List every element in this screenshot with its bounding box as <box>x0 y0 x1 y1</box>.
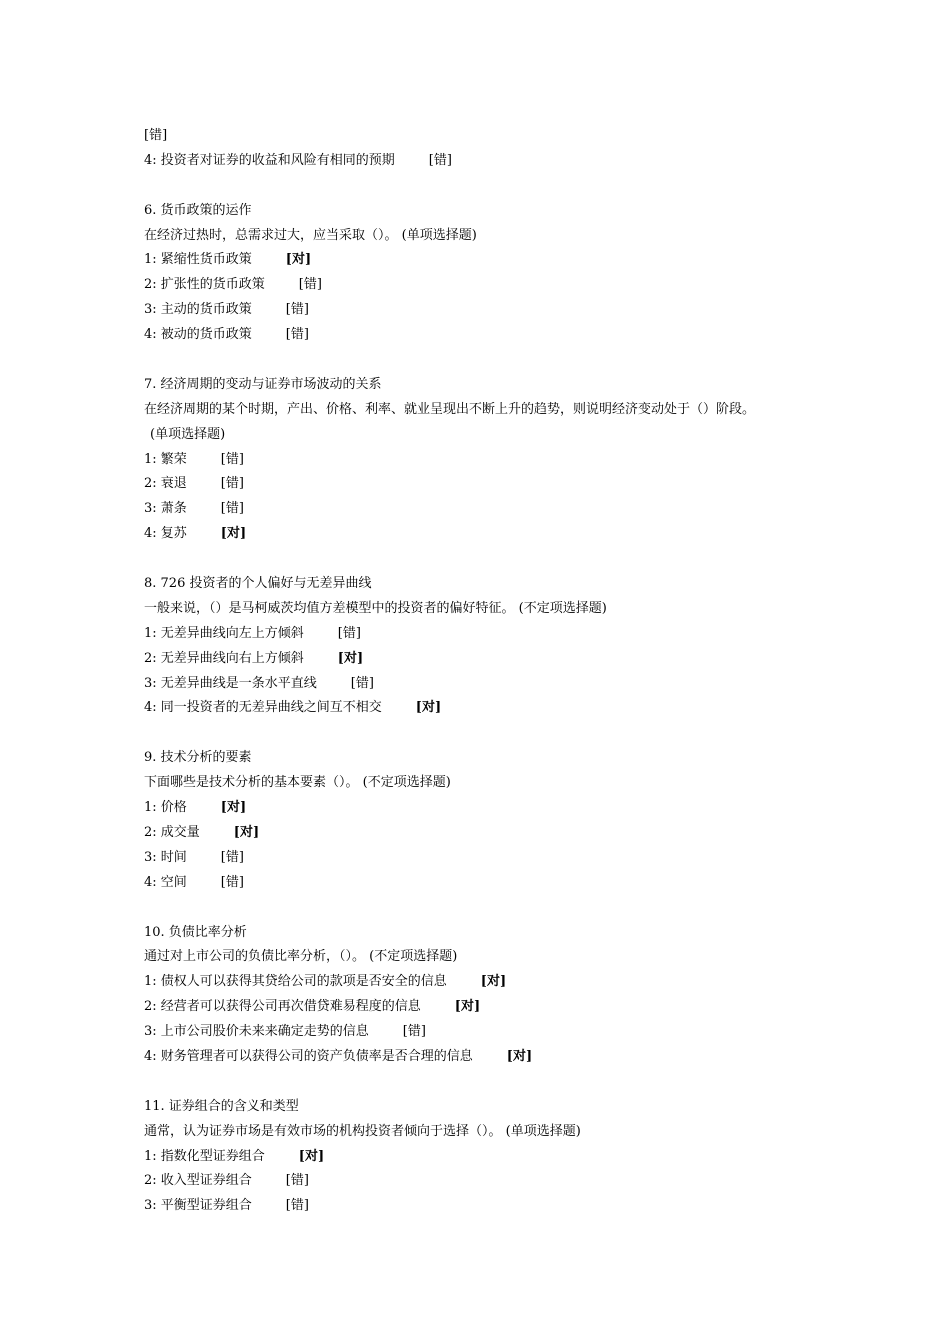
wrong-mark: [错] <box>285 1198 309 1214</box>
answer-option <box>144 672 844 697</box>
answer-option <box>144 846 844 871</box>
correct-mark: [对] <box>506 1048 533 1064</box>
line-text: 通常，认为证券市场是有效市场的机构投资者倾向于选择（）。 (单项选择题) <box>144 1123 581 1139</box>
blank-line <box>144 896 844 921</box>
line-text: 1: 价格 <box>144 800 187 816</box>
question-text <box>144 398 844 423</box>
line-text: 在经济周期的某个时期，产出、价格、利率、就业呈现出不断上升的趋势，则说明经济变动处于（）阶段。 <box>144 401 756 417</box>
correct-mark: [对] <box>480 974 507 990</box>
correct-mark: [对] <box>337 650 364 666</box>
correct-mark: [对] <box>233 824 260 840</box>
line-text: 2: 无差异曲线向右上方倾斜 <box>144 650 304 666</box>
question-text <box>144 124 844 149</box>
answer-option <box>144 1169 844 1194</box>
line-text: 1: 紧缩性货币政策 <box>144 252 252 268</box>
line-text: 9. 技术分析的要素 <box>144 750 252 766</box>
answer-option <box>144 273 844 298</box>
answer-option <box>144 696 844 721</box>
answer-option <box>144 472 844 497</box>
answer-option <box>144 622 844 647</box>
line-text: 3: 萧条 <box>144 501 187 517</box>
question-heading <box>144 746 844 771</box>
question-text <box>144 945 844 970</box>
line-text: 3: 上市公司股价未来来确定走势的信息 <box>144 1024 369 1040</box>
answer-option <box>144 995 844 1020</box>
wrong-mark: [错] <box>337 625 361 641</box>
question-text <box>144 597 844 622</box>
correct-mark: [对] <box>298 1148 325 1164</box>
wrong-mark: [错] <box>298 277 322 293</box>
blank-line <box>144 547 844 572</box>
line-text: 4: 同一投资者的无差异曲线之间互不相交 <box>144 700 382 716</box>
question-heading <box>144 373 844 398</box>
line-text: 4: 被动的货币政策 <box>144 327 252 343</box>
question-heading <box>144 572 844 597</box>
line-text: 10. 负债比率分析 <box>144 924 247 940</box>
wrong-mark: [错] <box>285 302 309 318</box>
line-text: 2: 衰退 <box>144 476 187 492</box>
wrong-mark: [错] <box>220 874 244 890</box>
wrong-mark: [错] <box>144 128 168 143</box>
answer-option <box>144 522 844 547</box>
blank-line <box>144 1070 844 1095</box>
question-heading <box>144 199 844 224</box>
question-text <box>144 1120 844 1145</box>
line-text: 4: 财务管理者可以获得公司的资产负债率是否合理的信息 <box>144 1048 473 1064</box>
answer-option <box>144 497 844 522</box>
answer-option <box>144 1145 844 1170</box>
line-text: 3: 无差异曲线是一条水平直线 <box>144 675 317 691</box>
line-text: 3: 主动的货币政策 <box>144 302 252 318</box>
line-text: 3: 平衡型证券组合 <box>144 1198 252 1214</box>
wrong-mark: [错] <box>220 476 244 492</box>
line-text: 11. 证券组合的含义和类型 <box>144 1098 299 1114</box>
line-text: 4: 空间 <box>144 874 187 890</box>
wrong-mark: [错] <box>220 451 244 467</box>
line-text: 2: 经营者可以获得公司再次借贷难易程度的信息 <box>144 999 421 1015</box>
correct-mark: [对] <box>285 252 312 268</box>
answer-option <box>144 796 844 821</box>
answer-option <box>144 1045 844 1070</box>
wrong-mark: [错] <box>285 1173 309 1189</box>
answer-option <box>144 647 844 672</box>
line-text: 1: 无差异曲线向左上方倾斜 <box>144 625 304 641</box>
line-text: (单项选择题) <box>150 426 226 442</box>
wrong-mark: [错] <box>220 849 244 865</box>
line-text: 1: 指数化型证券组合 <box>144 1148 265 1164</box>
answer-option <box>144 970 844 995</box>
question-text <box>144 224 844 249</box>
line-text: 下面哪些是技术分析的基本要素（）。 (不定项选择题) <box>144 775 451 791</box>
answer-option <box>144 323 844 348</box>
question-text <box>144 771 844 796</box>
line-text: 1: 债权人可以获得其贷给公司的款项是否安全的信息 <box>144 974 447 990</box>
wrong-mark: [错] <box>220 501 244 517</box>
answer-option <box>144 298 844 323</box>
question-heading <box>144 1095 844 1120</box>
wrong-mark: [错] <box>350 675 374 691</box>
line-text: 通过对上市公司的负债比率分析，（）。 (不定项选择题) <box>144 949 458 965</box>
wrong-mark: [错] <box>402 1024 426 1040</box>
question-text <box>144 423 844 448</box>
answer-option <box>144 1194 844 1219</box>
correct-mark: [对] <box>454 999 481 1015</box>
correct-mark: [对] <box>415 700 442 716</box>
line-text: 4: 投资者对证券的收益和风险有相同的预期 <box>144 152 395 168</box>
blank-line <box>144 348 844 373</box>
blank-line <box>144 174 844 199</box>
line-text: 3: 时间 <box>144 849 187 865</box>
line-text: 2: 成交量 <box>144 824 200 840</box>
line-text: 4: 复苏 <box>144 526 187 542</box>
question-heading <box>144 921 844 946</box>
blank-line <box>144 721 844 746</box>
line-text: 1: 繁荣 <box>144 451 187 467</box>
line-text: 8. 726 投资者的个人偏好与无差异曲线 <box>144 576 372 592</box>
answer-option <box>144 149 844 174</box>
answer-option <box>144 871 844 896</box>
line-text: 一般来说，（）是马柯威茨均值方差模型中的投资者的偏好特征。 (不定项选择题) <box>144 600 607 616</box>
answer-option <box>144 248 844 273</box>
line-text: 2: 扩张性的货币政策 <box>144 277 265 293</box>
line-text: 在经济过热时，总需求过大，应当采取（）。 (单项选择题) <box>144 227 477 243</box>
line-text: 2: 收入型证券组合 <box>144 1173 252 1189</box>
document-page <box>144 124 844 1219</box>
answer-option <box>144 1020 844 1045</box>
answer-option <box>144 821 844 846</box>
line-text: 7. 经济周期的变动与证券市场波动的关系 <box>144 376 382 392</box>
correct-mark: [对] <box>220 526 247 542</box>
answer-option <box>144 448 844 473</box>
wrong-mark: [错] <box>285 327 309 343</box>
line-text: 6. 货币政策的运作 <box>144 202 252 218</box>
correct-mark: [对] <box>220 800 247 816</box>
wrong-mark: [错] <box>428 152 452 168</box>
